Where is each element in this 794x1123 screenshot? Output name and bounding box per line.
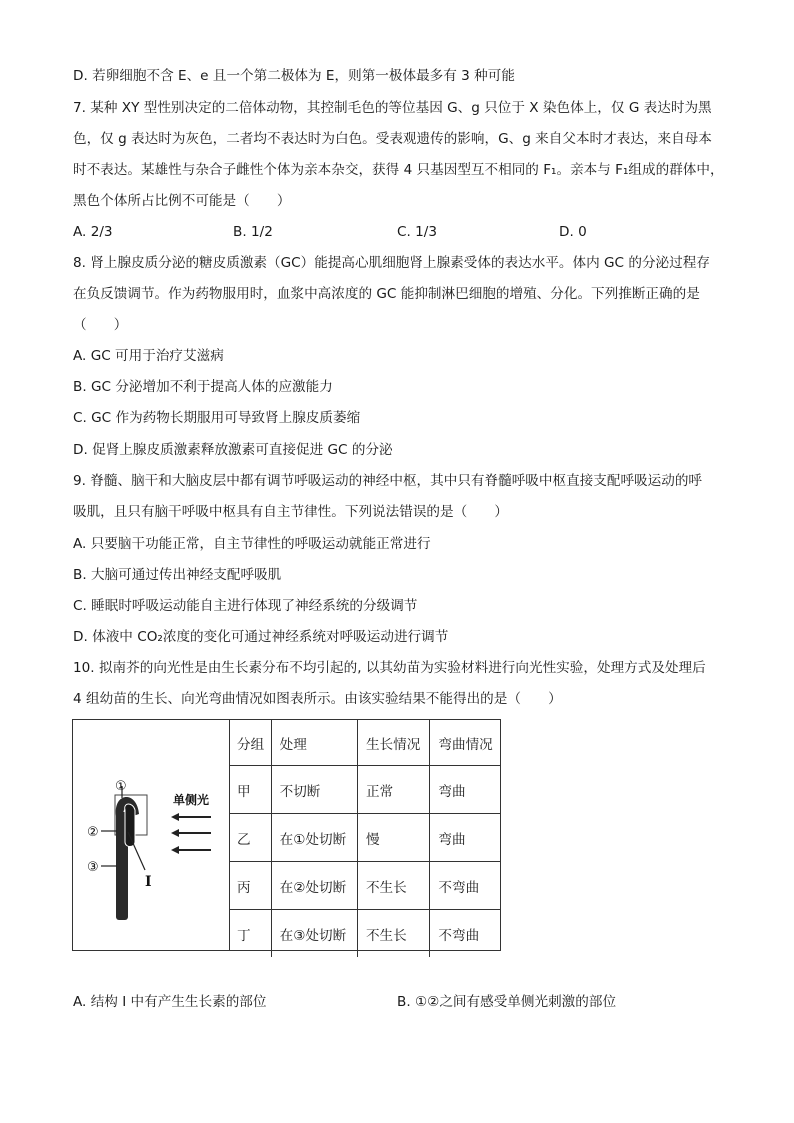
q8-option-a: A. GC 可用于治疗艾滋病 bbox=[73, 348, 224, 364]
q10-stem-line: 10. 拟南芥的向光性是由生长素分布不均引起的, 以其幼苗为实验材料进行向光性实验，处理方式及处理后 bbox=[73, 660, 706, 676]
table-cell: 甲 bbox=[229, 766, 271, 814]
light-arrow-head-2 bbox=[171, 829, 179, 837]
table-cell: 不切断 bbox=[271, 766, 357, 814]
q7-option-d: D. 0 bbox=[559, 224, 587, 240]
q7-stem-line: 黑色个体所占比例不可能是（ ） bbox=[73, 193, 291, 209]
q9-option-d: D. 体液中 CO₂浓度的变化可通过神经系统对呼吸运动进行调节 bbox=[73, 629, 449, 645]
seedling-figure bbox=[73, 720, 230, 950]
structure-i bbox=[125, 804, 135, 847]
table-cell: 在①处切断 bbox=[271, 814, 357, 862]
marker-1: ① bbox=[115, 779, 127, 794]
table-header-row bbox=[229, 720, 500, 766]
light-arrow-head-3 bbox=[171, 846, 179, 854]
table-header-cell: 生长情况 bbox=[357, 720, 429, 766]
q8-option-d: D. 促肾上腺皮质激素释放激素可直接促进 GC 的分泌 bbox=[73, 442, 393, 458]
q7-option-b: B. 1/2 bbox=[233, 224, 273, 240]
q7-option-a: A. 2/3 bbox=[73, 224, 113, 240]
q10-stem-line: 4 组幼苗的生长、向光弯曲情况如图表所示。由该实验结果不能得出的是（ ） bbox=[73, 691, 562, 707]
table-cell: 慢 bbox=[357, 814, 429, 862]
q9-option-b: B. 大脑可通过传出神经支配呼吸肌 bbox=[73, 567, 282, 583]
q8-stem-line: 8. 肾上腺皮质分泌的糖皮质激素（GC）能提高心肌细胞肾上腺素受体的表达水平。体内 GC 的分泌过程存 bbox=[73, 255, 710, 271]
table-cell: 弯曲 bbox=[430, 814, 500, 862]
structure-i-label: I bbox=[145, 874, 152, 890]
results-table bbox=[229, 720, 500, 957]
q10-option-b: B. ①②之间有感受单侧光刺激的部位 bbox=[397, 994, 617, 1010]
table-header-cell: 弯曲情况 bbox=[430, 720, 500, 766]
table-cell: 弯曲 bbox=[430, 766, 500, 814]
q7-stem-line: 色，仅 g 表达时为灰色，二者均不表达时为白色。受表观遗传的影响，G、g 来自父本时才表达，来自母本 bbox=[73, 131, 712, 147]
table-row bbox=[229, 862, 500, 910]
table-cell: 不生长 bbox=[357, 862, 429, 910]
table-cell: 乙 bbox=[229, 814, 271, 862]
light-label: 单侧光 bbox=[173, 793, 210, 807]
table-cell: 丙 bbox=[229, 862, 271, 910]
table-cell: 正常 bbox=[357, 766, 429, 814]
marker-2: ② bbox=[87, 825, 99, 840]
q8-option-b: B. GC 分泌增加不利于提高人体的应激能力 bbox=[73, 379, 333, 395]
table-cell: 不弯曲 bbox=[438, 927, 480, 944]
table-cell: 丁 bbox=[229, 910, 271, 958]
q7-stem-line: 7. 某种 XY 型性别决定的二倍体动物，其控制毛色的等位基因 G、g 只位于 X 染色体上，仅 G 表达时为黑 bbox=[73, 100, 712, 116]
q9-stem-line: 9. 脊髓、脑干和大脑皮层中都有调节呼吸运动的神经中枢，其中只有脊髓呼吸中枢直接支配呼吸运动的呼 bbox=[73, 473, 703, 489]
q7-stem-line: 时不表达。某雄性与杂合子雌性个体为亲本杂交，获得 4 只基因型互不相同的 F₁。亲本与 F₁组成的群体中， bbox=[73, 162, 724, 178]
marker-3: ③ bbox=[87, 860, 99, 875]
light-arrow-head-1 bbox=[171, 813, 179, 821]
table-row bbox=[229, 766, 500, 814]
table-header-cell: 处理 bbox=[271, 720, 357, 766]
q7-options bbox=[73, 222, 723, 242]
label-i-pointer bbox=[128, 832, 145, 870]
q9-option-a: A. 只要脑干功能正常，自主节律性的呼吸运动就能正常进行 bbox=[73, 536, 431, 552]
table-cell: 在③处切断 bbox=[271, 910, 357, 958]
q8-stem-line: 在负反馈调节。作为药物服用时，血浆中高浓度的 GC 能抑制淋巴细胞的增殖、分化。下列推断正确的是 bbox=[73, 286, 700, 302]
table-row bbox=[229, 814, 500, 862]
q10-option-a: A. 结构 I 中有产生生长素的部位 bbox=[73, 994, 267, 1010]
table-cell: 不生长 bbox=[357, 910, 429, 958]
q9-option-c: C. 睡眠时呼吸运动能自主进行体现了神经系统的分级调节 bbox=[73, 598, 418, 614]
experiment-figure-table bbox=[72, 719, 501, 951]
question-6-option-d: D. 若卵细胞不含 E、e 且一个第二极体为 E，则第一极体最多有 3 种可能 bbox=[73, 68, 515, 84]
table-cell: 在②处切断 bbox=[271, 862, 357, 910]
seedling-diagram bbox=[73, 720, 229, 950]
table-cell: 不弯曲 bbox=[430, 862, 500, 910]
table-header-cell: 分组 bbox=[229, 720, 271, 766]
q9-stem-line: 吸肌，且只有脑干呼吸中枢具有自主节律性。下列说法错误的是（ ） bbox=[73, 504, 508, 520]
q8-option-c: C. GC 作为药物长期服用可导致肾上腺皮质萎缩 bbox=[73, 410, 361, 426]
table-row bbox=[229, 910, 500, 958]
q7-option-c: C. 1/3 bbox=[397, 224, 438, 240]
q8-stem-line: （ ） bbox=[73, 317, 128, 333]
